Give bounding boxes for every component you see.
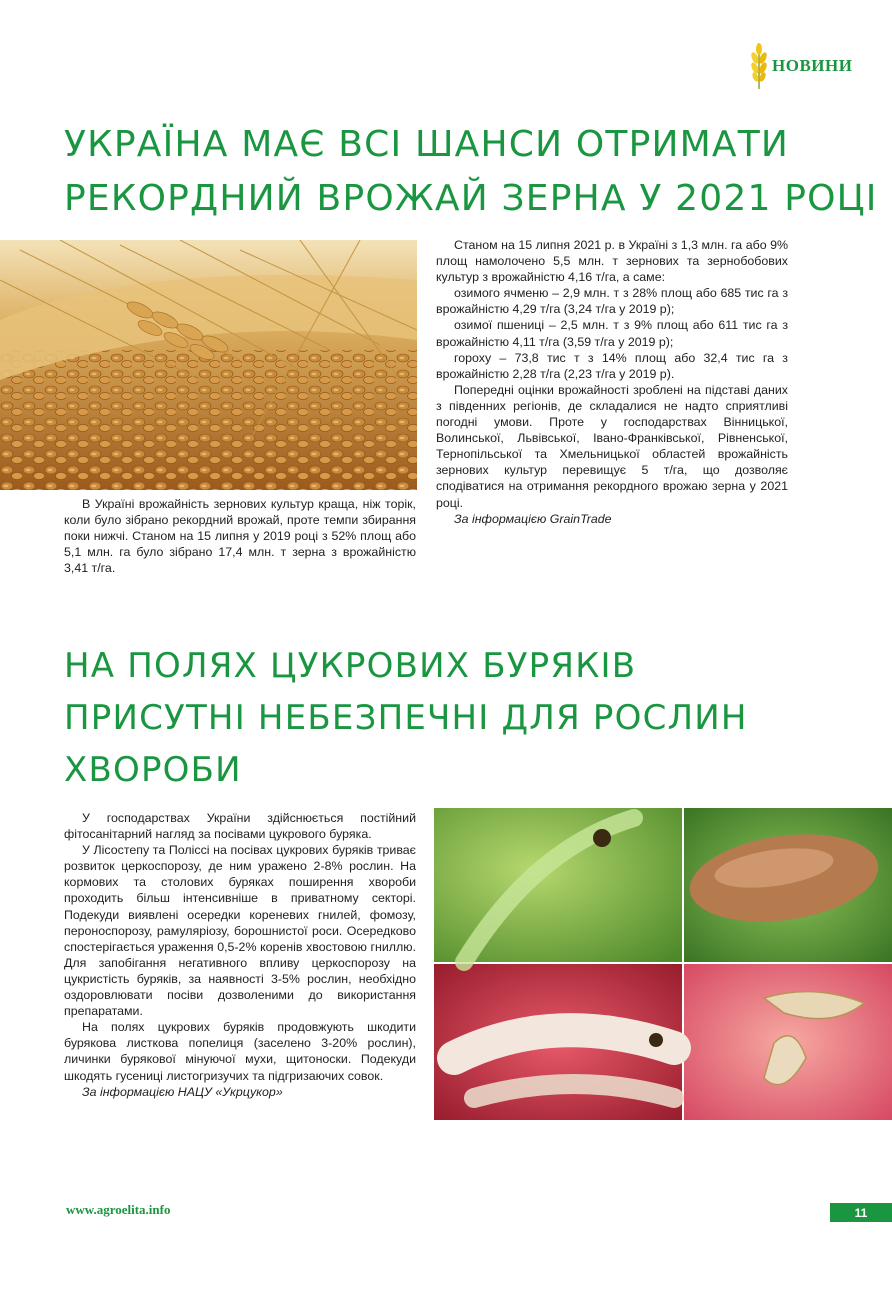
article-1-title-line: РЕКОРДНИЙ ВРОЖАЙ ЗЕРНА У 2021 РОЦІ [64,178,878,219]
section-tag [750,42,852,90]
section-label: НОВИНИ [772,56,853,75]
article-2-paragraph: На полях цукрових буряків продовжують шкодити бурякова листкова попелиця (заселено 3-20% рослин), личинки бурякової мінуючої мухи, щитоноски. Подекуди шкодять гусениці листогризучих та підгризаючих совок. [64,1020,416,1083]
sugar-beet-pests-photo-collage [434,808,892,1120]
article-2-title-line: ПРИСУТНІ НЕБЕЗПЕЧНІ ДЛЯ РОСЛИН [64,698,748,738]
article-1-title-line: УКРАЇНА МАЄ ВСІ ШАНСИ ОТРИМАТИ [64,124,790,165]
article-1-paragraph: озимого ячменю – 2,9 млн. т з 28% площ або 685 тис га з врожайністю 4,29 т/га (3,24 т/га у 2019 р); [436,286,788,317]
article-2-title [64,640,748,796]
article-1-title [64,118,878,226]
article-2-title-line: ХВОРОБИ [64,750,242,790]
article-1-paragraph: Станом на 15 липня 2021 р. в Україні з 1,3 млн. га або 9% площ намолочено 5,5 млн. т зернових та зернобобових культур з врожайністю 4,16 т/га, а саме: [436,238,788,285]
article-2-paragraph: У Лісостепу та Поліссі на посівах цукрових буряків триває розвиток церкоспорозу, де ним уражено 2-8% рослин. На кормових та столових буряках поширення хвороби проходить більш інтенсивніше в приватному секторі. Подекуди виявлені осередки кореневих гнилей, фомозу, пероноспорозу, рамуляріозу, борошнистої роси. Осередково спостерігається ураження 0,5-2% коренів хвостовою гниллю. Для запобігання негативного впливу церкоспорозу на цукристість буряків, за наявності 3-5% рослин, необхідно оздоровлювати посіви дозволеними до використання препаратами. [64,843,416,1019]
article-2-paragraph: У господарствах України здійснюється постійний фітосанітарний нагляд за посівами цукрового буряка. [64,811,416,842]
article-1-right-column [436,237,788,527]
article-1-paragraph: гороху – 73,8 тис т з 14% площ або 32,4 тис га з врожайністю 2,28 т/га (2,23 т/га у 2019 р). [436,350,788,381]
wheat-ear-icon [750,42,768,90]
page-number: 11 [830,1203,892,1222]
article-2-column [64,810,416,1100]
article-2-source: За інформацією НАЦУ «Укрцукор» [82,1084,283,1099]
article-1-paragraph: В Україні врожайність зернових культур краща, ніж торік, коли було зібрано рекордний врожай, проте темпи збирання поки нижчі. Станом на 15 липня у 2019 році з 52% площ або 5,1 млн. га було зібрано 17,4 млн. т зерна з врожайністю 3,41 т/га. [64,497,416,576]
article-1-paragraph: Попередні оцінки врожайності зроблені на підставі даних з південних регіонів, де складалися не надто сприятливі погодні умови. Проте у господарствах Вінницької, Волинської, Львівської, Івано-Франківської, Рівненської, Тернопільської та Хмельницької областей врожайність зернових культур перевищує 5 т/га, що дозволяє сподіватися на отримання рекордного врожаю зерна у 2021 році. [436,382,788,510]
article-1-left-column [64,496,416,576]
article-1-paragraph: озимої пшениці – 2,5 млн. т з 9% площ або 611 тис га з врожайністю 4,11 т/га (3,59 т/га у 2019 р); [436,318,788,349]
article-1-source: За інформацією GrainTrade [454,511,612,526]
wheat-grain-photo [0,240,417,490]
website-link[interactable]: www.agroelita.info [66,1202,171,1217]
article-2-title-line: НА ПОЛЯХ ЦУКРОВИХ БУРЯКІВ [64,646,637,686]
